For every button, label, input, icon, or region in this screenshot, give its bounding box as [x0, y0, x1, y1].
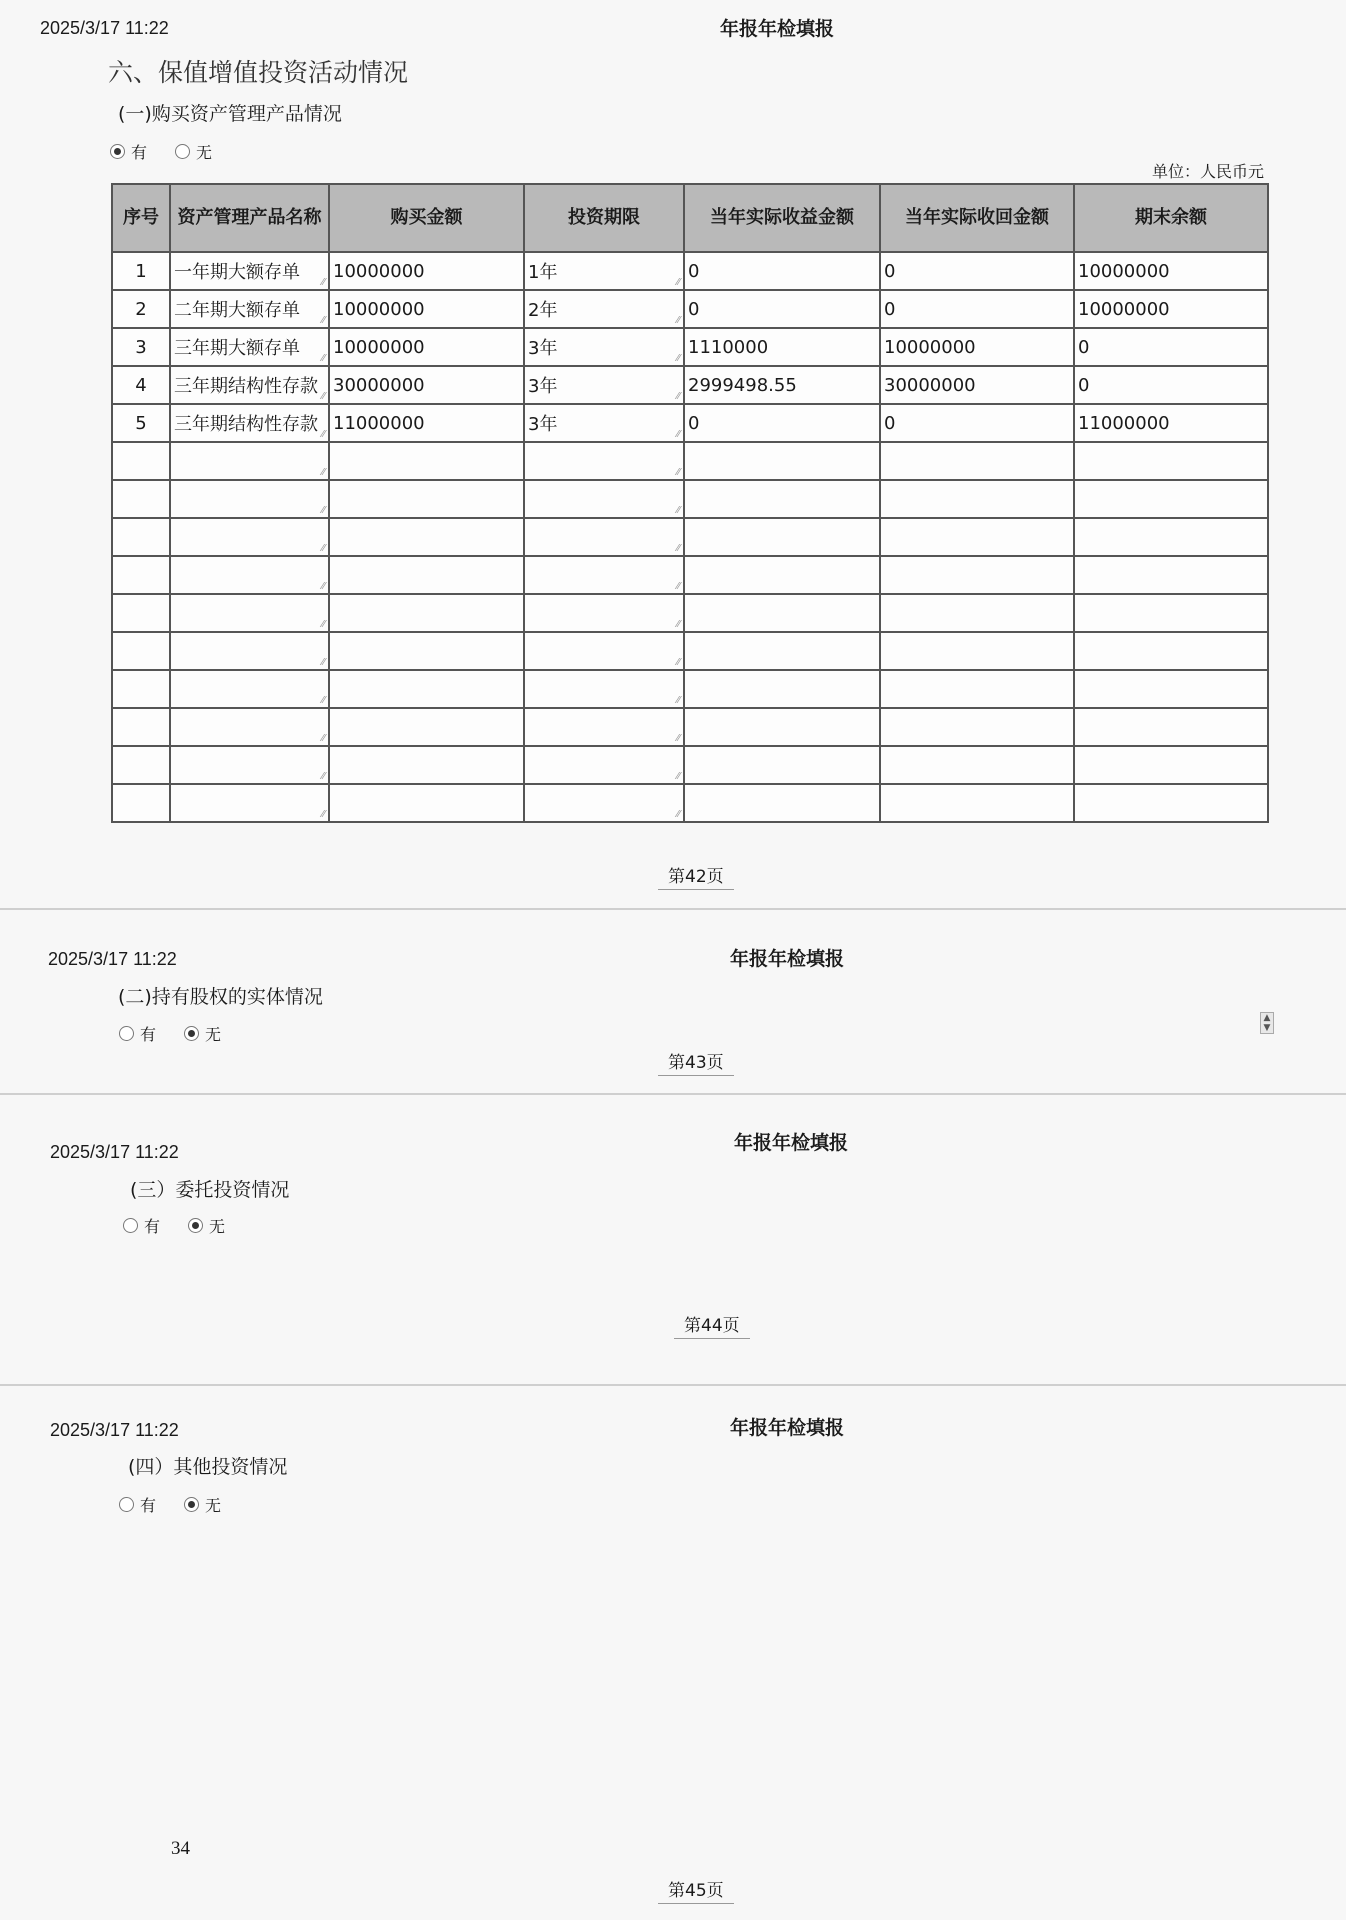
col-header-balance: 期末余额 — [1074, 184, 1268, 252]
cell-term-empty[interactable] — [524, 708, 684, 746]
cell-seq: 3 — [112, 328, 170, 366]
cell-purchase-amount[interactable]: 11000000 — [329, 404, 524, 442]
radio-no-label: 无 — [205, 1025, 222, 1044]
cell-seq: 1 — [112, 252, 170, 290]
cell-seq-empty — [112, 442, 170, 480]
cell-term-empty[interactable] — [524, 670, 684, 708]
cell-product-name-empty[interactable] — [170, 670, 329, 708]
asset-product-table — [111, 183, 1269, 823]
cell-seq-empty — [112, 670, 170, 708]
cell-recovered-empty[interactable] — [880, 556, 1074, 594]
cell-balance[interactable]: 0 — [1074, 366, 1268, 404]
cell-product-name-empty[interactable] — [170, 746, 329, 784]
cell-product-name[interactable]: 二年期大额存单 ⁄⁄ — [170, 290, 329, 328]
cell-purchase-amount-empty[interactable] — [329, 746, 524, 784]
table-row-empty — [112, 708, 1268, 746]
cell-product-name-empty[interactable] — [170, 784, 329, 822]
radio-yes[interactable] — [119, 1497, 134, 1512]
scroll-arrows-icon[interactable]: ▲ ▼ — [1260, 1012, 1274, 1034]
cell-product-name-empty[interactable] — [170, 594, 329, 632]
cell-term-empty[interactable] — [524, 480, 684, 518]
table-row-empty — [112, 480, 1268, 518]
cell-balance[interactable]: 11000000 — [1074, 404, 1268, 442]
cell-balance-empty[interactable] — [1074, 708, 1268, 746]
cell-recovered-empty[interactable] — [880, 632, 1074, 670]
cell-income[interactable]: 1110000 — [684, 328, 880, 366]
cell-income-empty[interactable] — [684, 784, 880, 822]
cell-product-name-empty[interactable] — [170, 708, 329, 746]
cell-income-empty[interactable] — [684, 442, 880, 480]
table-row — [112, 252, 1268, 290]
radio-no[interactable] — [188, 1218, 203, 1233]
subsection-title: (一)购买资产管理产品情况 — [118, 103, 342, 125]
col-header-term: 投资期限 — [524, 184, 684, 252]
cell-term-empty[interactable] — [524, 518, 684, 556]
col-header-recovered: 当年实际收回金额 — [880, 184, 1074, 252]
subsection-title: (三）委托投资情况 — [130, 1179, 290, 1201]
radio-no[interactable] — [184, 1497, 199, 1512]
cell-product-name[interactable]: 三年期结构性存款 ⁄⁄ — [170, 366, 329, 404]
radio-no[interactable] — [184, 1026, 199, 1041]
cell-balance-empty[interactable] — [1074, 594, 1268, 632]
cell-purchase-amount[interactable]: 30000000 — [329, 366, 524, 404]
radio-group — [119, 1493, 243, 1516]
table-row-empty — [112, 670, 1268, 708]
cell-purchase-amount-empty[interactable] — [329, 708, 524, 746]
cell-income-empty[interactable] — [684, 594, 880, 632]
cell-recovered[interactable]: 0 — [880, 252, 1074, 290]
table-row — [112, 404, 1268, 442]
page-header: 年报年检填报 — [730, 1417, 845, 1439]
table-row-empty — [112, 594, 1268, 632]
cell-term[interactable]: 3年 ⁄⁄ — [524, 404, 684, 442]
cell-term-empty[interactable] — [524, 746, 684, 784]
cell-product-name[interactable]: 一年期大额存单 ⁄⁄ — [170, 252, 329, 290]
col-header-seq: 序号 — [112, 184, 170, 252]
cell-recovered[interactable]: 0 — [880, 404, 1074, 442]
radio-yes-label: 有 — [140, 1496, 157, 1515]
table-row-empty — [112, 556, 1268, 594]
cell-seq: 5 — [112, 404, 170, 442]
radio-yes[interactable] — [123, 1218, 138, 1233]
cell-income[interactable]: 0 — [684, 252, 880, 290]
cell-product-name-empty[interactable] — [170, 556, 329, 594]
cell-term-empty[interactable] — [524, 556, 684, 594]
table-row-empty — [112, 442, 1268, 480]
cell-purchase-amount-empty[interactable] — [329, 556, 524, 594]
cell-recovered[interactable]: 10000000 — [880, 328, 1074, 366]
page-header: 年报年检填报 — [730, 948, 845, 970]
cell-income-empty[interactable] — [684, 556, 880, 594]
cell-recovered-empty[interactable] — [880, 518, 1074, 556]
table-row — [112, 290, 1268, 328]
cell-income-empty[interactable] — [684, 670, 880, 708]
cell-balance[interactable]: 10000000 — [1074, 252, 1268, 290]
page-header: 年报年检填报 — [734, 1132, 849, 1154]
cell-purchase-amount[interactable]: 10000000 — [329, 290, 524, 328]
cell-recovered-empty[interactable] — [880, 708, 1074, 746]
radio-group — [123, 1214, 247, 1237]
col-header-product-name: 资产管理产品名称 — [170, 184, 329, 252]
cell-seq-empty — [112, 518, 170, 556]
cell-income-empty[interactable] — [684, 518, 880, 556]
cell-term[interactable]: 1年 ⁄⁄ — [524, 252, 684, 290]
cell-income-empty[interactable] — [684, 480, 880, 518]
cell-product-name[interactable]: 三年期结构性存款 ⁄⁄ — [170, 404, 329, 442]
table-row-empty — [112, 746, 1268, 784]
radio-yes-label: 有 — [144, 1217, 161, 1236]
table-row — [112, 328, 1268, 366]
cell-purchase-amount-empty[interactable] — [329, 670, 524, 708]
subsection-title: (二)持有股权的实体情况 — [118, 986, 323, 1008]
cell-term[interactable]: 2年 ⁄⁄ — [524, 290, 684, 328]
timestamp: 2025/3/17 11:22 — [48, 949, 177, 969]
cell-income-empty[interactable] — [684, 708, 880, 746]
cell-recovered-empty[interactable] — [880, 442, 1074, 480]
cell-income-empty[interactable] — [684, 632, 880, 670]
cell-recovered[interactable]: 30000000 — [880, 366, 1074, 404]
cell-term-empty[interactable] — [524, 594, 684, 632]
table-header-row — [112, 184, 1268, 252]
table-row-empty — [112, 632, 1268, 670]
radio-yes-label: 有 — [140, 1025, 157, 1044]
radio-group — [119, 1022, 243, 1045]
cell-seq-empty — [112, 746, 170, 784]
cell-purchase-amount-empty[interactable] — [329, 784, 524, 822]
cell-seq: 4 — [112, 366, 170, 404]
cell-recovered-empty[interactable] — [880, 670, 1074, 708]
cell-term[interactable]: 3年 ⁄⁄ — [524, 328, 684, 366]
radio-no-label: 无 — [205, 1496, 222, 1515]
cell-product-name-empty[interactable] — [170, 480, 329, 518]
cell-recovered[interactable]: 0 — [880, 290, 1074, 328]
timestamp: 2025/3/17 11:22 — [40, 18, 169, 38]
page-number-45: 第45页 — [658, 1874, 734, 1904]
cell-balance-empty[interactable] — [1074, 632, 1268, 670]
cell-balance-empty[interactable] — [1074, 518, 1268, 556]
cell-term-empty[interactable] — [524, 442, 684, 480]
cell-balance-empty[interactable] — [1074, 670, 1268, 708]
cell-purchase-amount-empty[interactable] — [329, 518, 524, 556]
cell-purchase-amount[interactable]: 10000000 — [329, 252, 524, 290]
cell-purchase-amount-empty[interactable] — [329, 442, 524, 480]
cell-recovered-empty[interactable] — [880, 594, 1074, 632]
table-row — [112, 366, 1268, 404]
cell-term-empty[interactable] — [524, 632, 684, 670]
timestamp: 2025/3/17 11:22 — [50, 1420, 179, 1440]
cell-product-name-empty[interactable] — [170, 442, 329, 480]
cell-balance-empty[interactable] — [1074, 442, 1268, 480]
cell-seq-empty — [112, 708, 170, 746]
footer-number: 34 — [171, 1838, 190, 1859]
table-row-empty — [112, 518, 1268, 556]
cell-seq-empty — [112, 594, 170, 632]
page-number-43: 第43页 — [658, 1046, 734, 1076]
cell-balance[interactable]: 0 — [1074, 328, 1268, 366]
cell-purchase-amount-empty[interactable] — [329, 480, 524, 518]
cell-balance-empty[interactable] — [1074, 746, 1268, 784]
cell-seq: 2 — [112, 290, 170, 328]
col-header-purchase-amount: 购买金额 — [329, 184, 524, 252]
cell-recovered-empty[interactable] — [880, 784, 1074, 822]
table-row-empty — [112, 784, 1268, 822]
cell-balance-empty[interactable] — [1074, 556, 1268, 594]
cell-seq-empty — [112, 480, 170, 518]
unit-label: 单位：人民币元 — [1152, 162, 1265, 181]
cell-income-empty[interactable] — [684, 746, 880, 784]
cell-product-name-empty[interactable] — [170, 632, 329, 670]
cell-purchase-amount-empty[interactable] — [329, 594, 524, 632]
cell-purchase-amount[interactable]: 10000000 — [329, 328, 524, 366]
cell-balance[interactable]: 10000000 — [1074, 290, 1268, 328]
cell-term[interactable]: 3年 ⁄⁄ — [524, 366, 684, 404]
timestamp: 2025/3/17 11:22 — [50, 1142, 179, 1162]
cell-balance-empty[interactable] — [1074, 480, 1268, 518]
section-title: 六、保值增值投资活动情况 — [108, 58, 409, 87]
cell-seq-empty — [112, 556, 170, 594]
cell-term-empty[interactable] — [524, 784, 684, 822]
cell-income[interactable]: 2999498.55 — [684, 366, 880, 404]
cell-income[interactable]: 0 — [684, 290, 880, 328]
cell-product-name-empty[interactable] — [170, 518, 329, 556]
cell-seq-empty — [112, 784, 170, 822]
cell-recovered-empty[interactable] — [880, 746, 1074, 784]
radio-group — [110, 140, 234, 163]
radio-yes-label: 有 — [131, 143, 148, 162]
page-number-42: 第42页 — [658, 860, 734, 890]
radio-yes[interactable] — [110, 144, 125, 159]
radio-no[interactable] — [175, 144, 190, 159]
page-number-44: 第44页 — [674, 1309, 750, 1339]
cell-product-name[interactable]: 三年期大额存单 ⁄⁄ — [170, 328, 329, 366]
cell-purchase-amount-empty[interactable] — [329, 632, 524, 670]
cell-recovered-empty[interactable] — [880, 480, 1074, 518]
radio-yes[interactable] — [119, 1026, 134, 1041]
col-header-income: 当年实际收益金额 — [684, 184, 880, 252]
cell-seq-empty — [112, 632, 170, 670]
cell-balance-empty[interactable] — [1074, 784, 1268, 822]
page-header: 年报年检填报 — [720, 18, 835, 40]
subsection-title: (四）其他投资情况 — [128, 1456, 288, 1478]
radio-no-label: 无 — [209, 1217, 226, 1236]
radio-no-label: 无 — [196, 143, 213, 162]
cell-income[interactable]: 0 — [684, 404, 880, 442]
